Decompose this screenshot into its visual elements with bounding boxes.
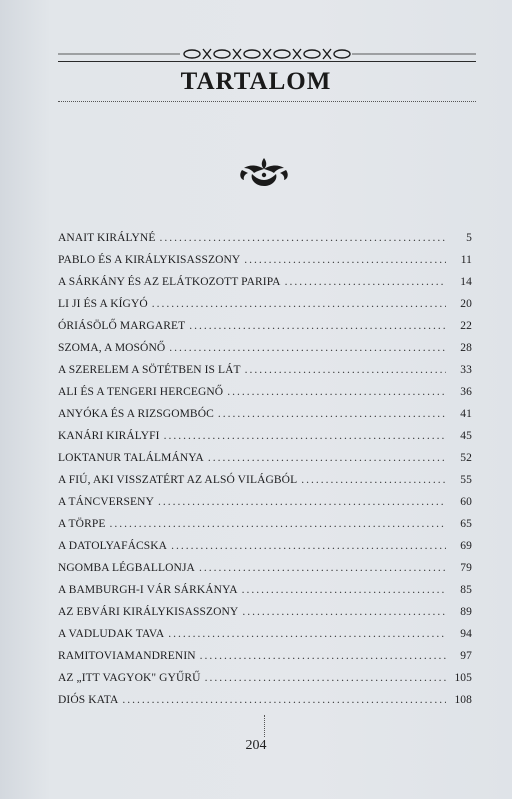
toc-dot-leader — [109, 518, 446, 530]
toc-dot-leader — [158, 496, 446, 508]
toc-entry — [58, 408, 472, 430]
toc-entry-title: ALI ÉS A TENGERI HERCEGNŐ — [58, 386, 224, 398]
toc-dot-leader — [244, 254, 446, 266]
toc-dot-leader — [227, 386, 446, 398]
toc-entry — [58, 474, 472, 496]
toc-entry-page: 60 — [460, 496, 472, 508]
toc-entry-title: SZOMA, A MOSÓNŐ — [58, 342, 166, 354]
toc-entry-title: A BAMBURGH-I VÁR SÁRKÁNYA — [58, 584, 238, 596]
toc-dot-leader — [208, 452, 446, 464]
toc-entry-title: ANYÓKA ÉS A RIZSGOMBÓC — [58, 408, 214, 420]
toc-entry — [58, 342, 472, 364]
toc-entry-page: 85 — [460, 584, 472, 596]
toc-dot-leader — [171, 540, 446, 552]
toc-entry-title: A FIÚ, AKI VISSZATÉRT AZ ALSÓ VILÁGBÓL — [58, 474, 298, 486]
toc-entry — [58, 694, 472, 716]
toc-dot-leader — [242, 606, 446, 618]
toc-entry-title: A DATOLYAFÁCSKA — [58, 540, 168, 552]
toc-entry-title: A TÁNCVERSENY — [58, 496, 154, 508]
toc-entry-title: PABLO ÉS A KIRÁLYKISASSZONY — [58, 254, 241, 266]
footer-dotted-rule — [264, 715, 265, 737]
toc-entry-page: 11 — [460, 254, 472, 266]
toc-entry-title: A SÁRKÁNY ÉS AZ ELÁTKOZOTT PARIPA — [58, 276, 281, 288]
toc-entry — [58, 518, 472, 540]
toc-entry-page: 108 — [454, 694, 472, 706]
table-of-contents — [58, 232, 472, 716]
toc-entry-title: DIÓS KATA — [58, 694, 119, 706]
chain-ornament-icon — [0, 46, 512, 62]
toc-entry — [58, 320, 472, 342]
toc-entry — [58, 606, 472, 628]
toc-dot-leader — [122, 694, 446, 706]
toc-entry-page: 65 — [460, 518, 472, 530]
toc-entry — [58, 496, 472, 518]
toc-dot-leader — [159, 232, 446, 244]
toc-entry — [58, 628, 472, 650]
toc-entry — [58, 254, 472, 276]
toc-entry-page: 79 — [460, 562, 472, 574]
toc-entry-title: AZ EBVÁRI KIRÁLYKISASSZONY — [58, 606, 239, 618]
toc-entry-page: 41 — [460, 408, 472, 420]
toc-entry-title: LOKTANUR TALÁLMÁNYA — [58, 452, 204, 464]
toc-entry-title: ANAIT KIRÁLYNÉ — [58, 232, 156, 244]
toc-entry — [58, 298, 472, 320]
toc-entry-page: 105 — [454, 672, 472, 684]
toc-entry-page: 97 — [460, 650, 472, 662]
toc-entry — [58, 650, 472, 672]
toc-entry — [58, 386, 472, 408]
fleuron-ornament-icon — [238, 156, 290, 188]
toc-entry-page: 5 — [466, 232, 472, 244]
toc-entry — [58, 430, 472, 452]
toc-dot-leader — [285, 276, 446, 288]
toc-entry — [58, 562, 472, 584]
toc-entry-page: 45 — [460, 430, 472, 442]
toc-dot-leader — [189, 320, 446, 332]
toc-entry-page: 55 — [460, 474, 472, 486]
toc-entry-page: 89 — [460, 606, 472, 618]
toc-entry-page: 36 — [460, 386, 472, 398]
toc-entry-title: KANÁRI KIRÁLYFI — [58, 430, 160, 442]
toc-entry-page: 94 — [460, 628, 472, 640]
header-rule — [58, 61, 476, 62]
toc-dot-leader — [245, 364, 446, 376]
toc-entry-title: A SZERELEM A SÖTÉTBEN IS LÁT — [58, 364, 241, 376]
toc-dot-leader — [200, 650, 446, 662]
toc-entry-page: 69 — [460, 540, 472, 552]
toc-entry-page: 28 — [460, 342, 472, 354]
toc-entry-title: A TÖRPE — [58, 518, 106, 530]
page-number: 204 — [245, 738, 267, 753]
toc-dot-leader — [152, 298, 446, 310]
toc-entry-page: 14 — [460, 276, 472, 288]
toc-entry — [58, 276, 472, 298]
toc-dot-leader — [169, 342, 446, 354]
toc-entry-title: ÓRIÁSÖLŐ MARGARET — [58, 320, 186, 332]
toc-entry-title: LI JI ÉS A KÍGYÓ — [58, 298, 148, 310]
toc-entry-page: 20 — [460, 298, 472, 310]
toc-dot-leader — [205, 672, 446, 684]
toc-entry — [58, 364, 472, 386]
toc-entry — [58, 584, 472, 606]
toc-dot-leader — [168, 628, 446, 640]
toc-entry — [58, 672, 472, 694]
page-title: TARTALOM — [180, 68, 332, 95]
toc-entry-page: 52 — [460, 452, 472, 464]
toc-dot-leader — [301, 474, 446, 486]
toc-entry-page: 33 — [460, 364, 472, 376]
toc-entry-page: 22 — [460, 320, 472, 332]
toc-entry — [58, 540, 472, 562]
toc-entry-title: A VADLUDAK TAVA — [58, 628, 165, 640]
toc-entry-title: AZ „ITT VAGYOK" GYŰRŰ — [58, 672, 201, 684]
toc-entry — [58, 232, 472, 254]
toc-entry — [58, 452, 472, 474]
title-dotted-rule — [58, 101, 476, 102]
toc-dot-leader — [199, 562, 446, 574]
toc-dot-leader — [218, 408, 446, 420]
toc-dot-leader — [242, 584, 446, 596]
toc-dot-leader — [164, 430, 446, 442]
toc-entry-title: RAMITOVIAMANDRENIN — [58, 650, 196, 662]
toc-entry-title: NGOMBA LÉGBALLONJA — [58, 562, 195, 574]
